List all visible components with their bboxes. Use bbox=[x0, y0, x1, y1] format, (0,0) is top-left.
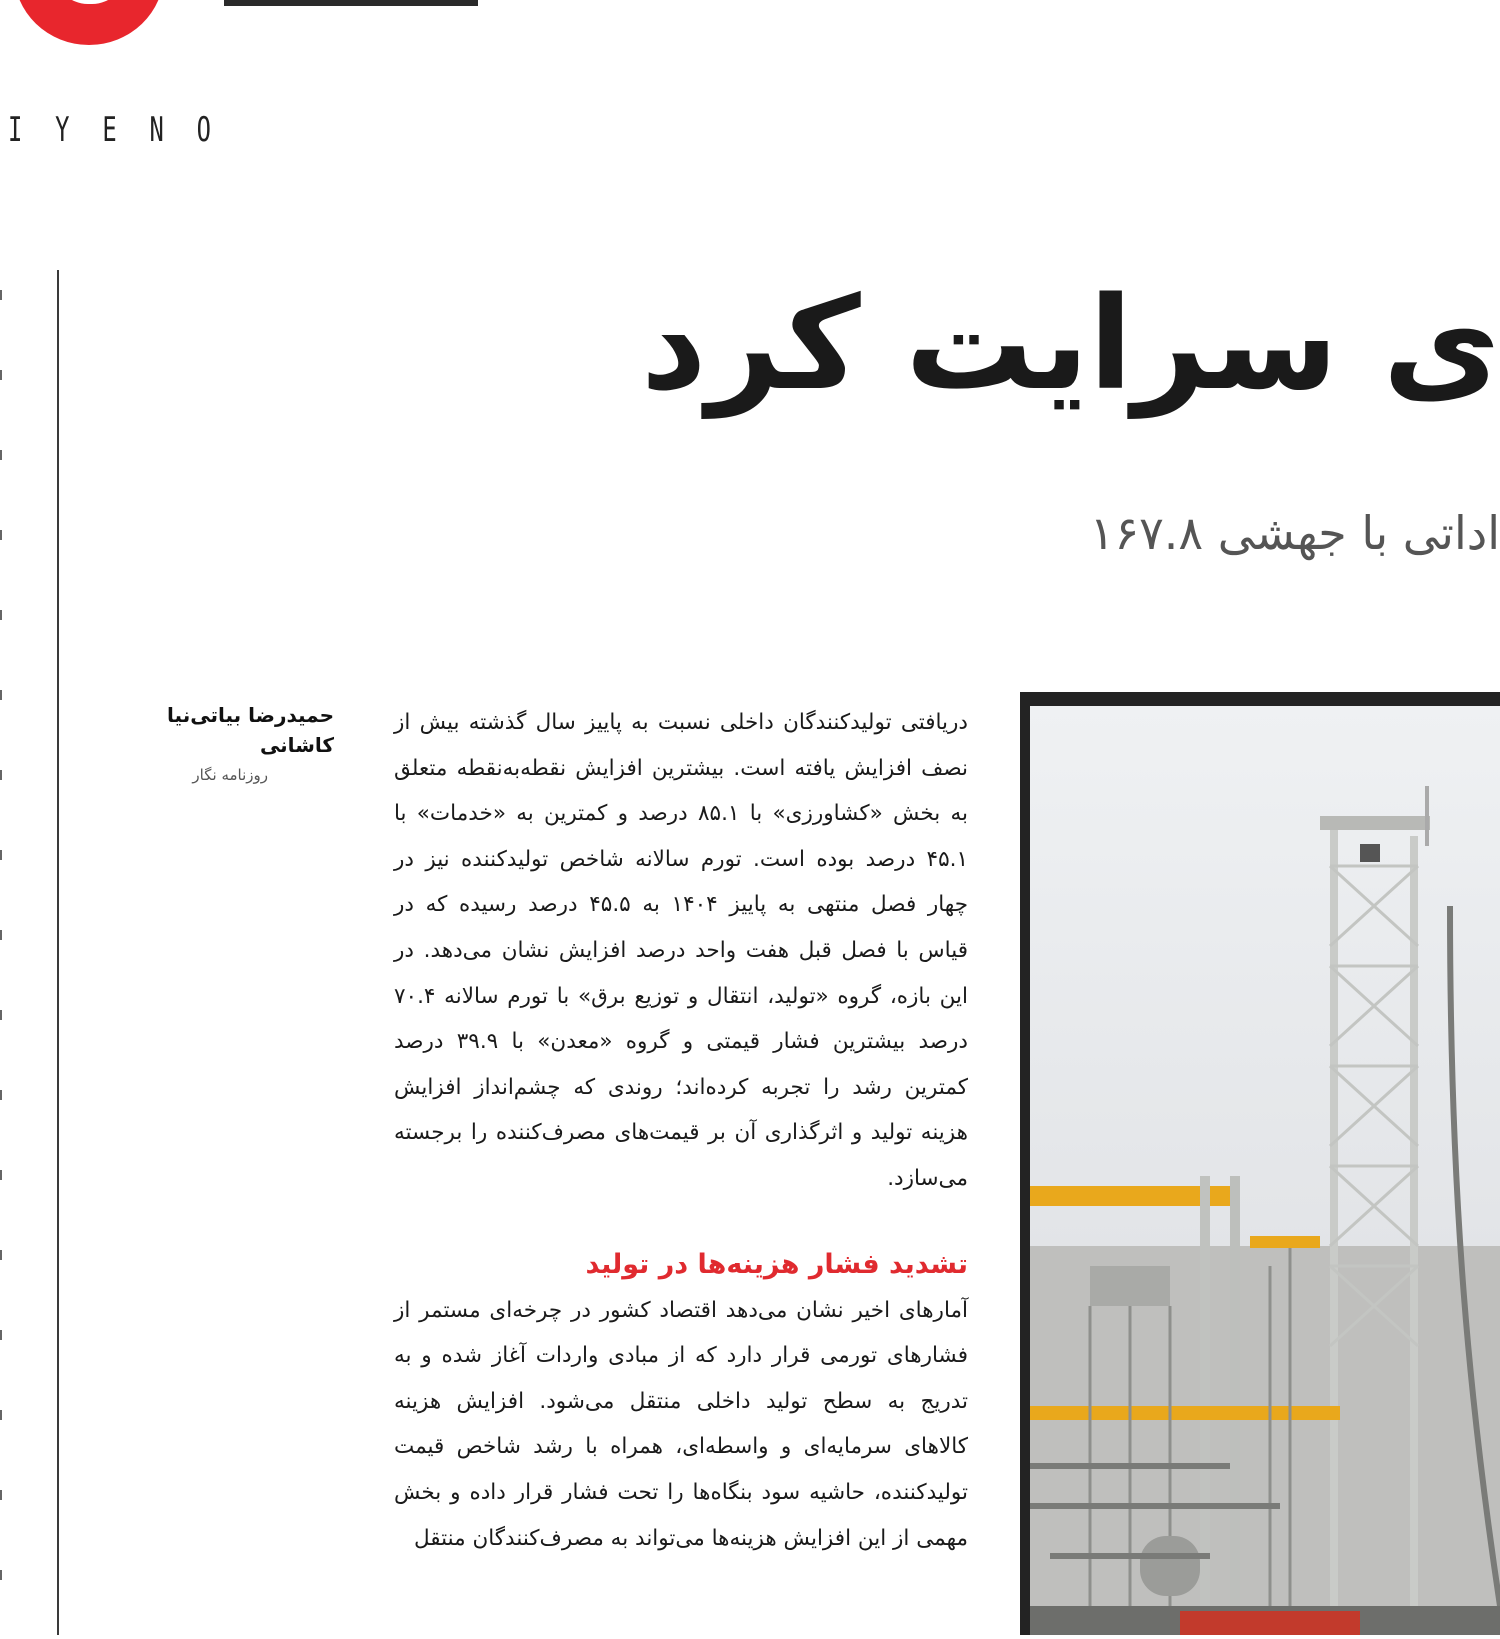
publication-logo bbox=[14, 0, 164, 45]
body-paragraph: دریافتی تولیدکنندگان داخلی نسبت به پاییز سال گذشته بیش از نصف افزایش یافته است. بیشترین افزایش نقطه‌به‌نقطه متعلق به بخش «کشاورزی» با ۸۵.۱ درصد و کمترین به «خدمات» با ۴۵.۱ درصد بوده است. تورم سالانه شاخص تولیدکننده نیز در چهار فصل منتهی به پاییز ۱۴۰۴ به ۴۵.۵ درصد رسیده که در قیاس با فصل قبل هفت واحد درصد افزایش نشان می‌دهد. در این بازه، گروه «تولید، انتقال و توزیع برق» با تورم سالانه ۷۰.۴ درصد بیشترین فشار قیمتی و گروه «معدن» با ۳۹.۹ درصد کمترین رشد را تجربه کرده‌اند؛ روندی که چشم‌انداز افزایش هزینه تولید و اثرگذاری آن بر قیمت‌های مصرف‌کننده را برجسته می‌سازد. bbox=[394, 710, 969, 1191]
article-subtitle: اداتی با جهشی ۱۶۷.۸ bbox=[1089, 506, 1500, 560]
section-letter: E bbox=[102, 110, 117, 150]
section-subheading: تشدید فشار هزینه‌ها در تولید bbox=[585, 1248, 968, 1280]
article-photo-frame bbox=[1020, 692, 1500, 1635]
refinery-illustration bbox=[1030, 706, 1500, 1635]
section-label bbox=[8, 110, 211, 150]
left-edge-marks bbox=[0, 280, 8, 1635]
section-letter: N bbox=[149, 110, 164, 150]
section-letter: Y bbox=[55, 110, 70, 150]
section-letter: I bbox=[8, 110, 23, 150]
oil-refinery-photo bbox=[1030, 706, 1500, 1635]
article-headline: ی سرایت کرد bbox=[640, 270, 1500, 419]
author-role: روزنامه نگار bbox=[192, 766, 268, 784]
byline bbox=[110, 700, 334, 790]
logo-mark-icon bbox=[54, 0, 126, 4]
article-body bbox=[394, 700, 968, 1635]
author-name: حمیدرضا بیاتی‌نیا کاشانی bbox=[167, 703, 334, 757]
column-divider bbox=[57, 270, 59, 1635]
body-paragraph: آمارهای اخیر نشان می‌دهد اقتصاد کشور در چرخه‌ای مستمر از فشارهای تورمی قرار دارد که از مبادی واردات آغاز شده و به تدریج به سطح تولید داخلی منتقل می‌شود. افزایش هزینه کالاهای سرمایه‌ای و واسطه‌ای، همراه با رشد شاخص قیمت تولیدکننده، حاشیه سود بنگاه‌ها را تحت فشار قرار داده و بخش مهمی از این افزایش هزینه‌ها می‌تواند به مصرف‌کنندگان منتقل bbox=[394, 1297, 968, 1551]
masthead-rule bbox=[224, 0, 478, 6]
section-letter: O bbox=[196, 110, 211, 150]
